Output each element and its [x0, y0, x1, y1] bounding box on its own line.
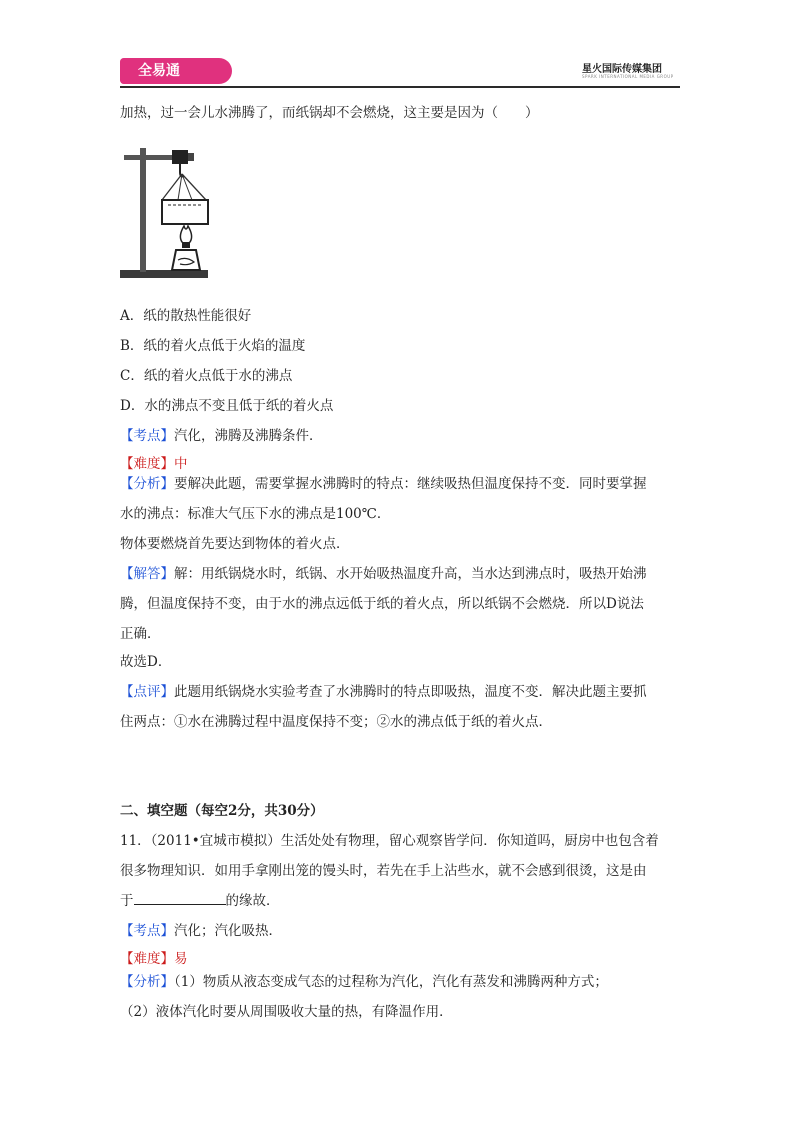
kaodian-tag: 【考点】 [120, 923, 174, 939]
fenxi-tag: 【分析】 [120, 974, 174, 990]
fenxi-1-line3: 物体要燃烧首先要达到物体的着火点． [120, 536, 350, 552]
kaodian-text: 汽化，沸腾及沸腾条件． [174, 428, 323, 444]
q11-suffix: 的缘故． [225, 893, 280, 909]
nandu-value: 易 [174, 951, 188, 967]
dianping-line2: 住两点：①水在沸腾过程中温度保持不变；②水的沸点低于纸的着火点． [120, 714, 552, 730]
kaodian-1 [120, 424, 323, 444]
jieda-line4: 故选D． [120, 654, 172, 670]
fill-blank[interactable] [134, 892, 226, 905]
dianping-text: 此题用纸锅烧水实验考查了水沸腾时的特点即吸热，温度不变．解决此题主要抓 [174, 684, 647, 700]
fenxi-text: 要解决此题，需要掌握水沸腾时的特点：继续吸热但温度保持不变．同时要掌握 [174, 476, 647, 492]
nandu-1 [120, 452, 188, 472]
fenxi-2-line2: （2）液体汽化时要从周围吸收大量的热，有降温作用． [120, 1004, 453, 1020]
q11-prefix: 于 [120, 893, 134, 909]
jieda-text: 解：用纸锅烧水时，纸锅、水开始吸热温度升高，当水达到沸点时，吸热开始沸 [174, 566, 647, 582]
fenxi-text: （1）物质从液态变成气态的过程称为汽化，汽化有蒸发和沸腾两种方式； [174, 974, 608, 990]
kaodian-tag: 【考点】 [120, 428, 174, 444]
header-rule [120, 86, 680, 88]
section-title: 二、填空题（每空2分，共30分） [120, 803, 324, 819]
dianping-tag: 【点评】 [120, 684, 174, 700]
jieda-line2: 腾，但温度保持不变，由于水的沸点远低于纸的着火点，所以纸锅不会燃烧．所以D说法 [120, 596, 644, 612]
q11-line2: 很多物理知识．如用手拿刚出笼的馒头时，若先在手上沾些水，就不会感到很烫，这是由 [120, 863, 647, 879]
q11-line1: 11．（2011•宜城市模拟）生活处处有物理，留心观察皆学问．你知道吗，厨房中也包含着 [120, 833, 659, 849]
fenxi-1-line2: 水的沸点：标准大气压下水的沸点是100℃． [120, 506, 391, 522]
option-d: D．水的沸点不变且低于纸的着火点 [120, 398, 334, 414]
kaodian-text: 汽化；汽化吸热． [174, 923, 282, 939]
jieda-line1 [120, 562, 647, 582]
nandu-2 [120, 947, 188, 967]
jieda-line3: 正确． [120, 626, 161, 642]
fenxi-1-line1 [120, 472, 647, 492]
nandu-value: 中 [174, 456, 188, 472]
nandu-tag: 【难度】 [120, 456, 174, 472]
kaodian-2 [120, 919, 282, 939]
header-brand: 星火国际传媒集团 [582, 64, 662, 75]
option-b: B．纸的着火点低于火焰的温度 [120, 338, 306, 354]
fenxi-2-line1 [120, 970, 608, 990]
q11-line3 [120, 889, 280, 909]
nandu-tag: 【难度】 [120, 951, 174, 967]
jieda-tag: 【解答】 [120, 566, 174, 582]
option-a: A．纸的散热性能很好 [120, 308, 252, 324]
fenxi-tag: 【分析】 [120, 476, 174, 492]
header-logo: 全易通 [120, 58, 232, 84]
question-stem: 加热，过一会儿水沸腾了，而纸锅却不会燃烧，这主要是因为（ ） [120, 105, 539, 121]
header-brand-sub: SPARK INTERNATIONAL MEDIA GROUP [582, 74, 674, 79]
dianping-line1 [120, 680, 647, 700]
option-c: C．纸的着火点低于水的沸点 [120, 368, 293, 384]
paper-pot-figure [118, 138, 218, 283]
